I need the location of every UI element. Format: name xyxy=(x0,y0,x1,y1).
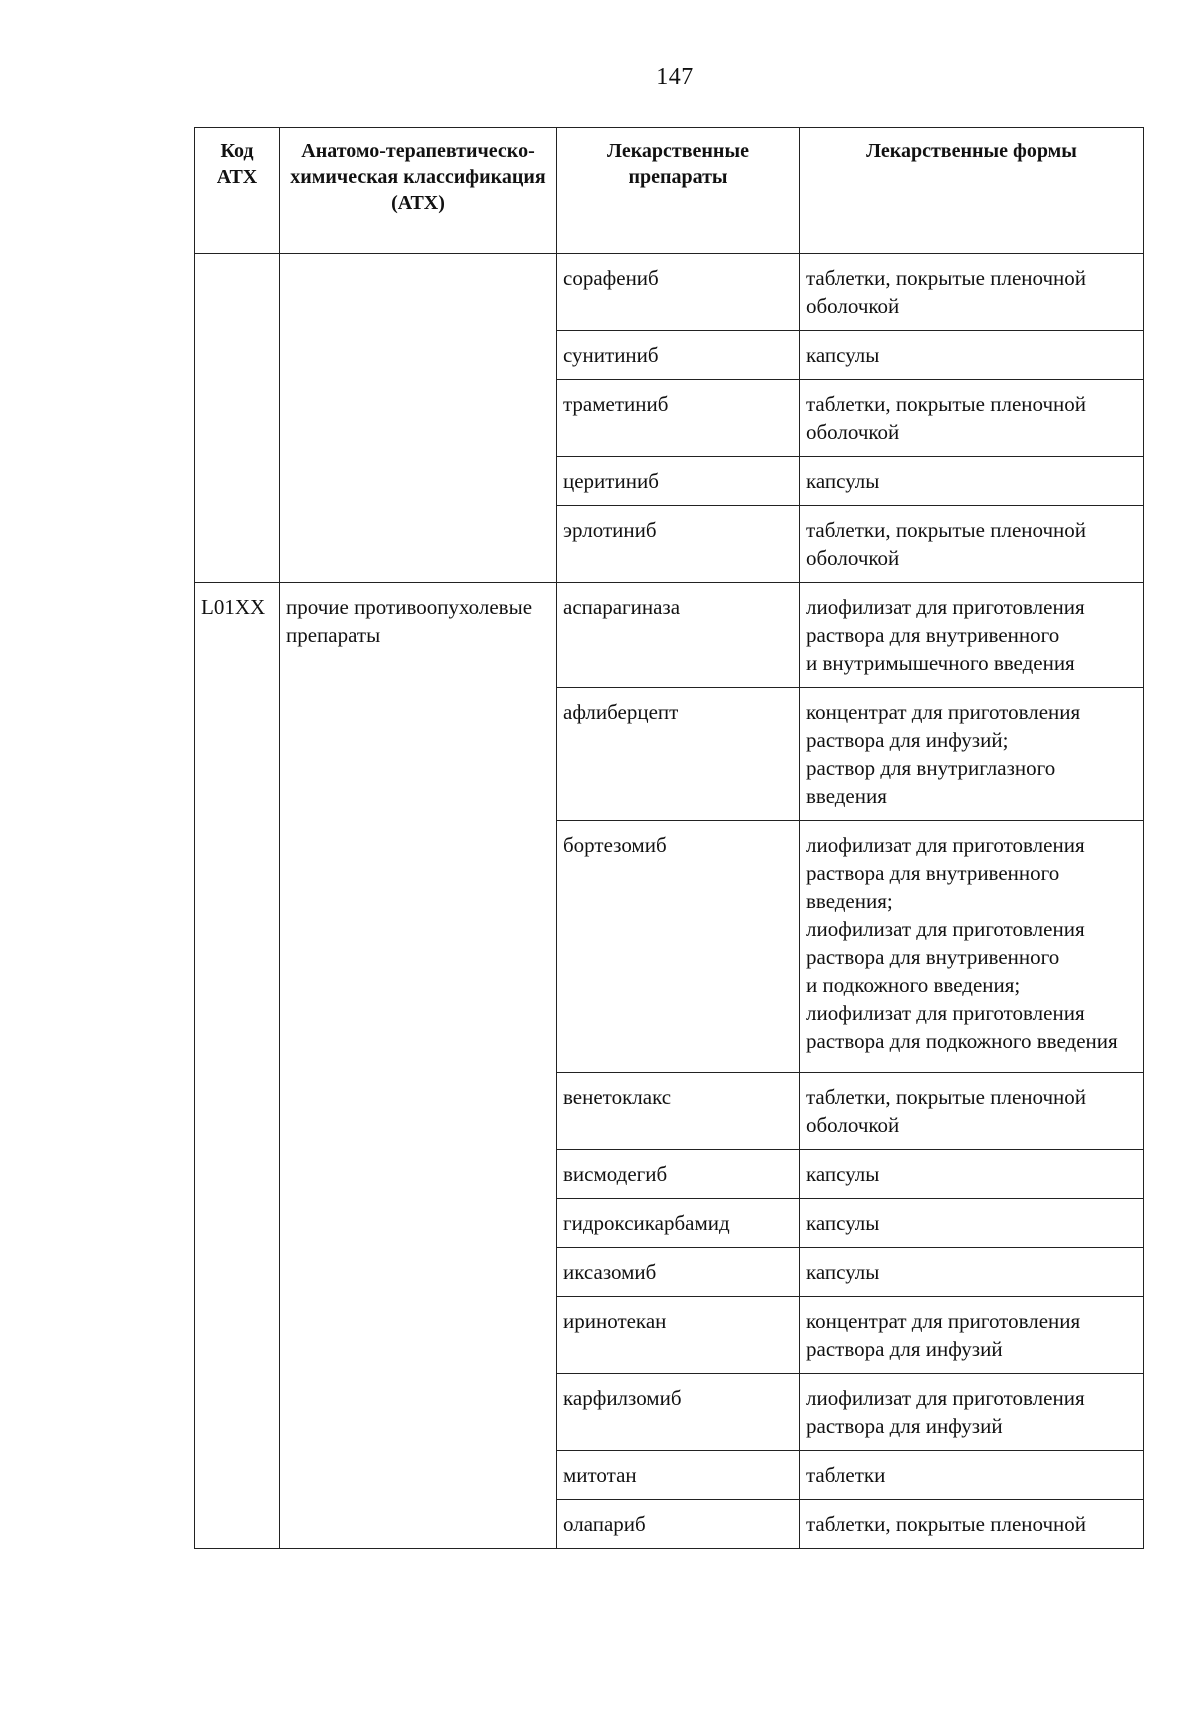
drug-name-cell: олапариб xyxy=(557,1500,800,1549)
dosage-form-cell: капсулы xyxy=(800,1199,1144,1248)
drug-name-cell: сунитиниб xyxy=(557,331,800,380)
drug-name-cell: траметиниб xyxy=(557,380,800,457)
atc-classification-cell: прочие противоопухолевые препараты xyxy=(280,583,557,1549)
dosage-form-cell: таблетки, покрытые пленочной оболочкой xyxy=(800,380,1144,457)
drug-name-cell: митотан xyxy=(557,1451,800,1500)
drug-name-cell: афлиберцепт xyxy=(557,688,800,821)
table-row xyxy=(195,583,1144,688)
drug-name-cell: гидроксикарбамид xyxy=(557,1199,800,1248)
drug-name-cell: иксазомиб xyxy=(557,1248,800,1297)
drug-name-cell: висмодегиб xyxy=(557,1150,800,1199)
header-classification: Анатомо-терапевтическо-химическая классификация (АТХ) xyxy=(280,128,557,254)
drug-name-cell: карфилзомиб xyxy=(557,1374,800,1451)
drug-name-cell: эрлотиниб xyxy=(557,506,800,583)
dosage-form-cell: капсулы xyxy=(800,1150,1144,1199)
atc-classification-cell xyxy=(280,254,557,583)
atc-code-cell xyxy=(195,254,280,583)
table-row xyxy=(195,254,1144,331)
atc-table xyxy=(194,127,1144,1549)
dosage-form-cell: таблетки, покрытые пленочной оболочкой xyxy=(800,506,1144,583)
drug-name-cell: иринотекан xyxy=(557,1297,800,1374)
page-number: 147 xyxy=(656,64,694,90)
dosage-form-cell: лиофилизат для приготовления раствора для инфузий xyxy=(800,1374,1144,1451)
drug-name-cell: бортезомиб xyxy=(557,821,800,1073)
table-body xyxy=(195,254,1144,1549)
dosage-form-cell: капсулы xyxy=(800,331,1144,380)
header-drugs: Лекарственные препараты xyxy=(557,128,800,254)
dosage-form-cell: лиофилизат для приготовления раствора для внутривенного введения; лиофилизат для приготовления раствора для внутривенного и подкожного введения; лиофилизат для приготовления раствора для подкожного введения xyxy=(800,821,1144,1073)
drug-name-cell: церитиниб xyxy=(557,457,800,506)
header-forms: Лекарственные формы xyxy=(800,128,1144,254)
dosage-form-cell: таблетки, покрытые пленочной xyxy=(800,1500,1144,1549)
header-row xyxy=(195,128,1144,254)
dosage-form-cell: таблетки, покрытые пленочной оболочкой xyxy=(800,1073,1144,1150)
dosage-form-cell: таблетки xyxy=(800,1451,1144,1500)
dosage-form-cell: лиофилизат для приготовления раствора для внутривенного и внутримышечного введения xyxy=(800,583,1144,688)
header-code: Код АТХ xyxy=(195,128,280,254)
drug-name-cell: сорафениб xyxy=(557,254,800,331)
dosage-form-cell: концентрат для приготовления раствора для инфузий xyxy=(800,1297,1144,1374)
dosage-form-cell: капсулы xyxy=(800,457,1144,506)
dosage-form-cell: таблетки, покрытые пленочной оболочкой xyxy=(800,254,1144,331)
dosage-form-cell: капсулы xyxy=(800,1248,1144,1297)
table-header xyxy=(195,128,1144,254)
drug-name-cell: аспарагиназа xyxy=(557,583,800,688)
drug-name-cell: венетоклакс xyxy=(557,1073,800,1150)
atc-code-cell: L01XX xyxy=(195,583,280,1549)
dosage-form-cell: концентрат для приготовления раствора для инфузий; раствор для внутриглазного введения xyxy=(800,688,1144,821)
